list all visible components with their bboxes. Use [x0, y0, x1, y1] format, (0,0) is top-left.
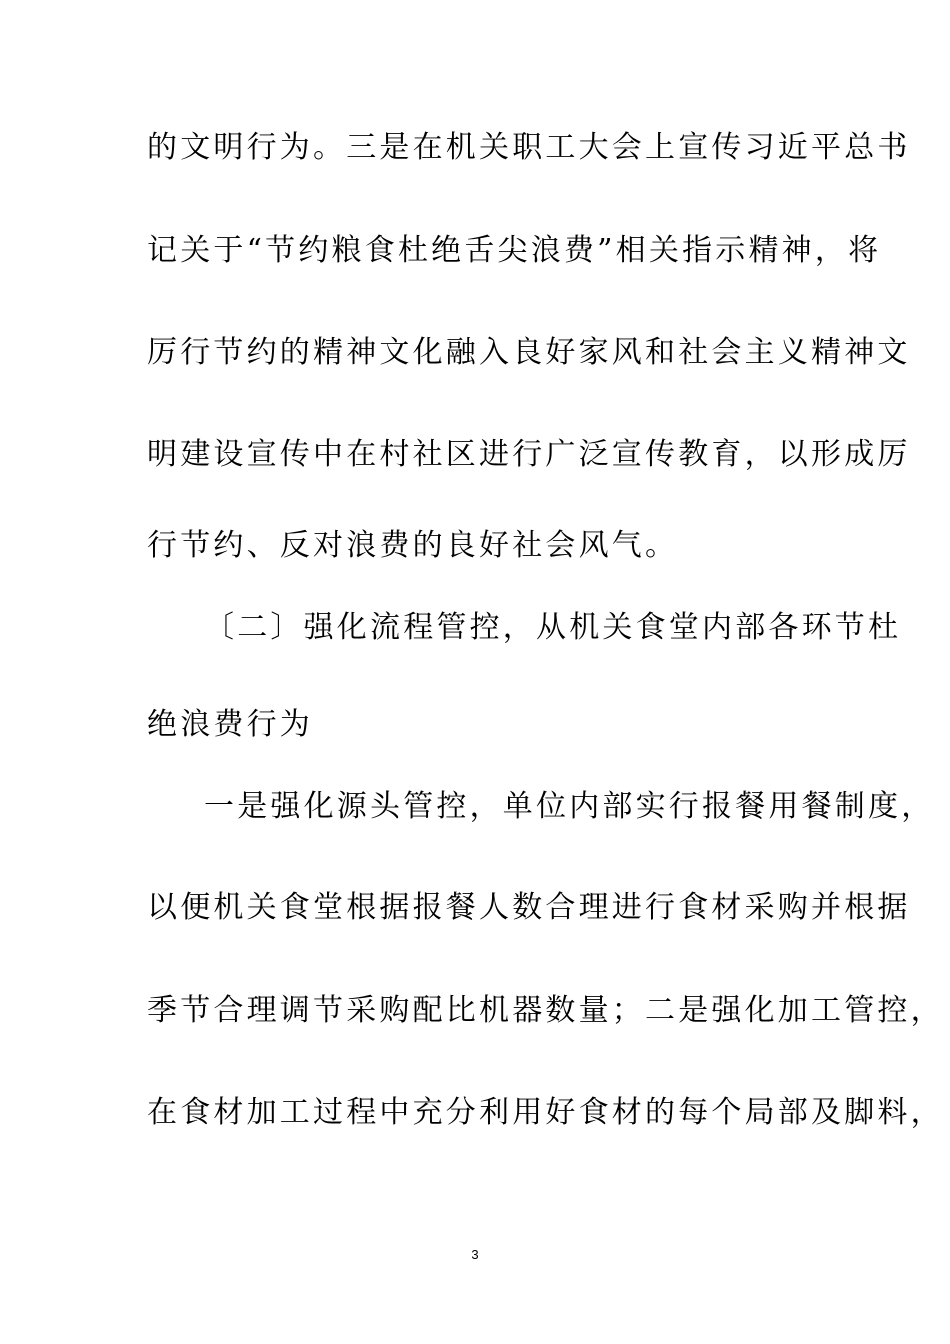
section-heading-line-1: 〔二〕强化流程管控，从机关食堂内部各环节杜: [204, 610, 902, 645]
paragraph-line-4: 明建设宣传中在村社区进行广泛宣传教育，以形成厉: [147, 437, 911, 472]
paragraph-line-1: 的文明行为。三是在机关职工大会上宣传习近平总书: [147, 130, 911, 165]
paragraph-line-8: 一是强化源头管控，单位内部实行报餐用餐制度，: [204, 789, 935, 824]
paragraph-line-2: 记关于“节约粮食杜绝舌尖浪费”相关指示精神，将: [147, 233, 882, 268]
paragraph-line-5: 行节约、反对浪费的良好社会风气。: [147, 528, 679, 563]
paragraph-line-3: 厉行节约的精神文化融入良好家风和社会主义精神文: [147, 335, 911, 370]
paragraph-line-9: 以便机关食堂根据报餐人数合理进行食材采购并根据: [147, 890, 911, 925]
paragraph-line-11: 在食材加工过程中充分利用好食材的每个局部及脚料，: [147, 1095, 944, 1130]
page-number: 3: [471, 1247, 479, 1262]
paragraph-line-10: 季节合理调节采购配比机器数量；二是强化加工管控，: [147, 993, 944, 1028]
section-heading-line-2: 绝浪费行为: [147, 707, 313, 742]
